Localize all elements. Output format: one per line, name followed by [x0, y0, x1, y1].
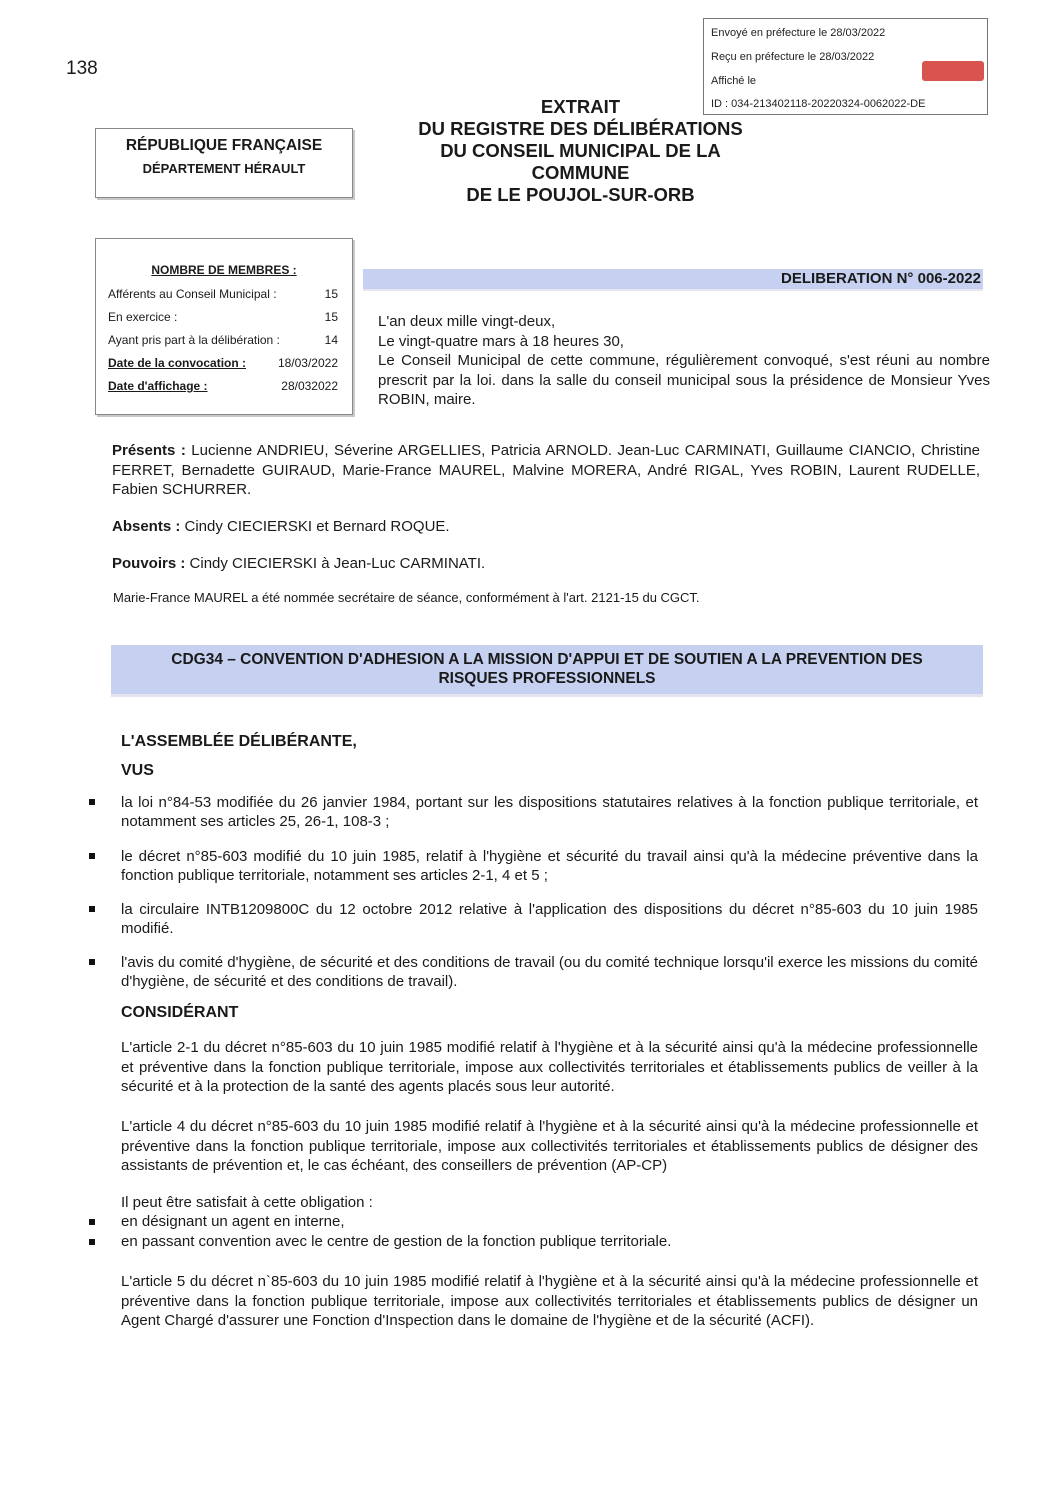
absents-names: Cindy CIECIERSKI et Bernard ROQUE.: [184, 518, 450, 535]
title-line: DU CONSEIL MUNICIPAL DE LA: [440, 140, 721, 161]
berger-levrault-logo: [922, 61, 984, 81]
stamp-received: Reçu en préfecture le 28/03/2022: [711, 51, 875, 63]
title-line: EXTRAIT: [540, 96, 621, 117]
bullet-icon: [89, 1219, 95, 1225]
members-row: [108, 310, 338, 324]
members-box: [95, 238, 353, 415]
members-row-label: Date d'affichage :: [108, 379, 208, 393]
vus-heading: VUS: [121, 762, 154, 779]
pouvoirs-section: [112, 555, 485, 572]
vus-item: le décret n°85-603 modifié du 10 juin 1985, relatif à l'hygiène et sécurité du travail ainsi qu'à la médecine préventive dans la fonction publique territoriale, notamment ses articles 2-1, 4 et 5 ;: [121, 848, 978, 884]
title-line: COMMUNE: [531, 162, 630, 183]
article5-paragraph: L'article 5 du décret n`85-603 du 10 juin 1985 modifié relatif à l'hygiène et à la sécurité ainsi qu'à la médecine professionnelle et préventive dans la fonction publique territoriale, impose aux collectivités territoriales et établissements publics de désigner un Agent Chargé d'assurer une Fonction d'Inspection dans le domaine de l'hygiène et de la sécurité (ACFI).: [121, 1273, 978, 1329]
republic-box: [95, 128, 353, 198]
stamp-sent: Envoyé en préfecture le 28/03/2022: [711, 27, 886, 39]
absents-label: Absents :: [112, 518, 181, 535]
members-row-label: En exercice :: [108, 310, 178, 324]
bullet-icon: [89, 959, 95, 965]
obligation-intro: Il peut être satisfait à cette obligation :: [121, 1194, 373, 1211]
members-row: [108, 333, 338, 347]
members-row-value: 18/03/2022: [277, 356, 338, 370]
stamp-id: ID : 034-213402118-20220324-0062022-DE: [711, 98, 926, 110]
considerant-paragraph: L'article 2-1 du décret n°85-603 du 10 juin 1985 modifié relatif à l'hygiène et à la sécurité ainsi qu'à la médecine professionnelle et préventive dans la fonction publique territoriale, impose aux collectivités territoriales et établissements publics de veiller à la sécurité et à la protection de la santé des agents placés sous leur autorité.: [121, 1039, 978, 1095]
members-row: [108, 356, 338, 370]
bullet-icon: [89, 799, 95, 805]
vus-item: la loi n°84-53 modifiée du 26 janvier 1984, portant sur les dispositions statutaires relatives à la fonction publique territoriale, et notamment ses articles 25, 26-1, 108-3 ;: [121, 794, 978, 830]
members-row: [108, 287, 338, 301]
vus-item: la circulaire INTB1209800C du 12 octobre 2012 relative à l'application des dispositions du décret n°85-603 du 10 juin 1985 modifié.: [121, 901, 978, 937]
considerant-heading: CONSIDÉRANT: [121, 1004, 239, 1021]
obligation-item: en passant convention avec le centre de gestion de la fonction publique territoriale.: [121, 1233, 672, 1250]
vus-item: l'avis du comité d'hygiène, de sécurité et des conditions de travail (ou du comité technique lorsqu'il exerce les missions du comité d'hygiène, de sécurité et des conditions de travail).: [121, 954, 978, 990]
obligation-item: en désignant un agent en interne,: [121, 1213, 345, 1230]
bullet-icon: [89, 1239, 95, 1245]
pouvoirs-label: Pouvoirs :: [112, 555, 186, 572]
title-line: DE LE POUJOL-SUR-ORB: [466, 184, 695, 205]
members-row-value: 15: [324, 310, 338, 324]
presents-label: Présents :: [112, 442, 186, 459]
preamble-line: Le vingt-quatre mars à 18 heures 30,: [378, 332, 624, 350]
page-number: 138: [66, 58, 98, 79]
department-label: DÉPARTEMENT HÉRAULT: [142, 161, 306, 176]
republic-label: RÉPUBLIQUE FRANÇAISE: [125, 137, 323, 154]
members-row-value: 15: [324, 287, 338, 301]
considerant-paragraph: L'article 4 du décret n°85-603 du 10 juin 1985 modifié relatif à l'hygiène et à la sécurité ainsi qu'à la médecine professionnelle et préventive dans la fonction publique territoriale, impose aux collectivités territoriales et établissements publics de désigner des assistants de prévention et, le cas échéant, des conseillers de prévention (AP-CP): [121, 1118, 978, 1174]
preamble: [378, 312, 990, 410]
stamp-posted: Affiché le: [711, 75, 757, 87]
members-row-value: 28/032022: [281, 379, 338, 393]
members-row-label: Ayant pris part à la délibération :: [108, 333, 280, 347]
presents-section: [112, 441, 980, 500]
secretary-note: Marie-France MAUREL a été nommée secrétaire de séance, conformément à l'art. 2121-15 du CGCT.: [113, 590, 700, 605]
title-line: DU REGISTRE DES DÉLIBÉRATIONS: [418, 118, 743, 139]
members-row-label: Afférents au Conseil Municipal :: [108, 287, 277, 301]
presents-names: Lucienne ANDRIEU, Séverine ARGELLIES, Patricia ARNOLD. Jean-Luc CARMINATI, Guillaume CIANCIO, Christine FERRET, Bernadette GUIRAUD, Marie-France MAUREL, Malvine MORERA, André RIGAL, Yves ROBIN, Laurent RUDELLE, Fabien SCHURRER.: [112, 442, 981, 498]
absents-section: [112, 518, 450, 535]
preamble-line: Le Conseil Municipal de cette commune, régulièrement convoqué, s'est réuni au nombre prescrit par la loi. dans la salle du conseil municipal sous la présidence de Monsieur Yves ROBIN, maire.: [378, 352, 990, 408]
members-heading: NOMBRE DE MEMBRES :: [151, 263, 297, 277]
deliberation-number: DELIBERATION N° 006-2022: [781, 270, 981, 287]
pouvoirs-text: Cindy CIECIERSKI à Jean-Luc CARMINATI.: [189, 555, 486, 572]
members-row-value: 14: [324, 333, 338, 347]
document-title: [378, 96, 783, 206]
subject-line: CDG34 – CONVENTION D'ADHESION A LA MISSION D'APPUI ET DE SOUTIEN A LA PREVENTION DES: [171, 651, 923, 668]
deliberation-number-bar: [363, 269, 983, 289]
subject-bar: [111, 645, 983, 694]
subject-line: RISQUES PROFESSIONNELS: [438, 670, 656, 687]
bullet-icon: [89, 853, 95, 859]
bullet-icon: [89, 906, 95, 912]
preamble-line: L'an deux mille vingt-deux,: [378, 313, 556, 330]
members-row-label: Date de la convocation :: [108, 356, 247, 370]
assembly-heading: L'ASSEMBLÉE DÉLIBÉRANTE,: [121, 733, 357, 750]
members-row: [108, 379, 338, 393]
